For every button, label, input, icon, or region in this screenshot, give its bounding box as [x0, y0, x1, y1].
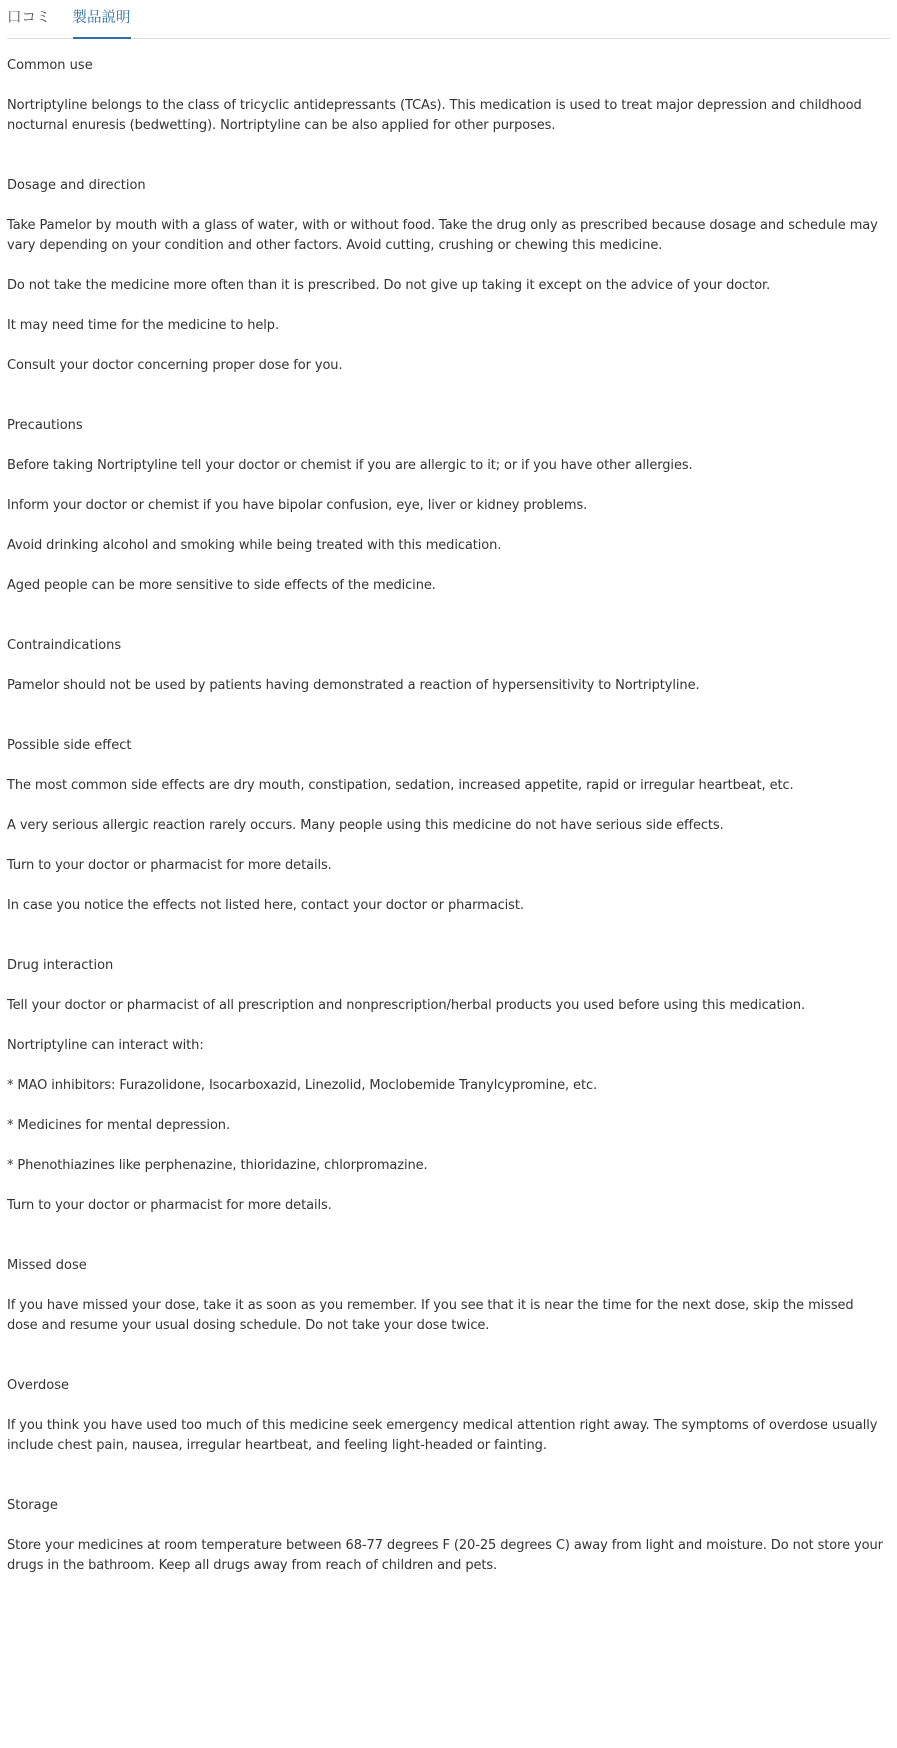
section-paragraph: Avoid drinking alcohol and smoking while being treated with this medication. [7, 538, 502, 553]
section-paragraph: Turn to your doctor or pharmacist for more details. [7, 858, 332, 873]
section-paragraph: Store your medicines at room temperature between 68-77 degrees F (20-25 degrees C) away from light and moisture. Do not store your drugs in the bathroom. Keep all drugs away from reach of children and pets. [7, 1538, 883, 1573]
section-overdose [7, 1376, 888, 1456]
section-paragraph: It may need time for the medicine to help. [7, 318, 279, 333]
section-paragraph: Inform your doctor or chemist if you have bipolar confusion, eye, liver or kidney problems. [7, 498, 588, 513]
section-storage [7, 1496, 888, 1576]
section-precautions [7, 416, 888, 596]
section-title: Contraindications [7, 638, 122, 653]
section-title: Possible side effect [7, 738, 132, 753]
section-title: Missed dose [7, 1258, 87, 1273]
section-drug-interaction [7, 956, 888, 1216]
section-paragraph: Pamelor should not be used by patients having demonstrated a reaction of hypersensitivity to Nortriptyline. [7, 678, 700, 693]
section-paragraph: If you think you have used too much of this medicine seek emergency medical attention right away. The symptoms of overdose usually include chest pain, nausea, irregular heartbeat, and feeling light-headed or fainting. [7, 1418, 878, 1453]
section-paragraph: Aged people can be more sensitive to side effects of the medicine. [7, 578, 436, 593]
section-common-use [7, 56, 888, 136]
section-paragraph: Consult your doctor concerning proper dose for you. [7, 358, 343, 373]
section-paragraph: Tell your doctor or pharmacist of all prescription and nonprescription/herbal products you used before using this medication. [7, 998, 806, 1013]
section-title: Overdose [7, 1378, 70, 1393]
section-title: Dosage and direction [7, 178, 146, 193]
section-missed-dose [7, 1256, 888, 1336]
section-possible-side-effect [7, 736, 888, 916]
section-paragraph: * MAO inhibitors: Furazolidone, Isocarboxazid, Linezolid, Moclobemide Tranylcypromine, etc. [7, 1078, 598, 1093]
section-paragraph: A very serious allergic reaction rarely occurs. Many people using this medicine do not have serious side effects. [7, 818, 724, 833]
tab-bar [7, 0, 890, 39]
section-title: Precautions [7, 418, 83, 433]
tab-reviews[interactable]: 口コミ [7, 9, 51, 26]
section-paragraph: * Medicines for mental depression. [7, 1118, 230, 1133]
section-paragraph: The most common side effects are dry mouth, constipation, sedation, increased appetite, rapid or irregular heartbeat, etc. [7, 778, 794, 793]
section-dosage-and-direction [7, 176, 888, 376]
section-title: Storage [7, 1498, 58, 1513]
tab-product-description[interactable]: 製品説明 [73, 11, 131, 39]
section-title: Drug interaction [7, 958, 114, 973]
section-title: Common use [7, 58, 93, 73]
section-paragraph: Turn to your doctor or pharmacist for more details. [7, 1198, 332, 1213]
section-paragraph: Take Pamelor by mouth with a glass of water, with or without food. Take the drug only as prescribed because dosage and schedule may vary depending on your condition and other factors. Avoid cutting, crushing or chewing this medicine. [7, 218, 878, 253]
section-paragraph: Nortriptyline can interact with: [7, 1038, 204, 1053]
section-paragraph: In case you notice the effects not listed here, contact your doctor or pharmacist. [7, 898, 524, 913]
section-paragraph: * Phenothiazines like perphenazine, thioridazine, chlorpromazine. [7, 1158, 428, 1173]
section-paragraph: Do not take the medicine more often than it is prescribed. Do not give up taking it except on the advice of your doctor. [7, 278, 771, 293]
section-paragraph: Before taking Nortriptyline tell your doctor or chemist if you are allergic to it; or if you have other allergies. [7, 458, 693, 473]
section-paragraph: If you have missed your dose, take it as soon as you remember. If you see that it is near the time for the next dose, skip the missed dose and resume your usual dosing schedule. Do not take your dose twice. [7, 1298, 854, 1333]
product-description-content [7, 39, 890, 1576]
section-contraindications [7, 636, 888, 696]
section-paragraph: Nortriptyline belongs to the class of tricyclic antidepressants (TCAs). This medication is used to treat major depression and childhood nocturnal enuresis (bedwetting). Nortriptyline can be also applied for other purposes. [7, 98, 862, 133]
